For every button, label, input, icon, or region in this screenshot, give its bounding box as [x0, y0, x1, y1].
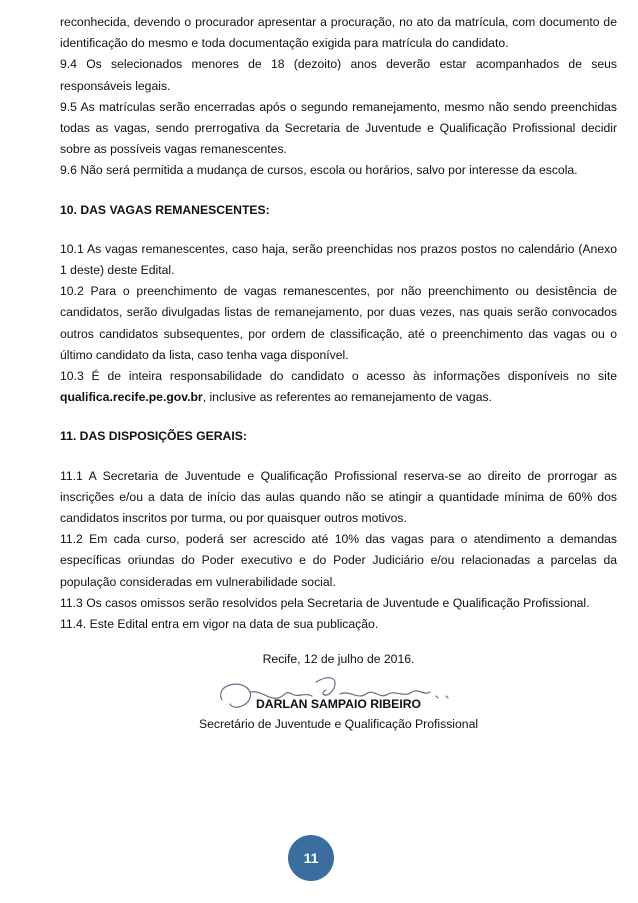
paragraph-10-3-text: 10.3 É de inteira responsabilidade do candidato o acesso às informações disponíveis no site	[60, 369, 617, 384]
paragraph-9-6: 9.6 Não será permitida a mudança de cursos, escola ou horários, salvo por interesse da escola.	[60, 163, 578, 178]
document-body	[60, 12, 617, 740]
spacer	[60, 221, 617, 239]
signatory-role: Secretário de Juventude e Qualificação Profissional	[198, 717, 479, 732]
paragraph-10-1: 10.1 As vagas remanescentes, caso haja, serão preenchidas nos prazos postos no calendário (Anexo 1 deste) deste Edital.	[60, 241, 617, 278]
paragraph-11-3: 11.3 Os casos omissos serão resolvidos pela Secretaria de Juventude e Qualificação Profissional.	[60, 595, 590, 610]
paragraph-9-5: 9.5 As matrículas serão encerradas após o segundo remanejamento, mesmo não sendo preenchidas todas as vagas, sendo prerrogativa da Secretaria de Juventude e Qualificação Profissional decidir sobre as possíveis vagas remanescentes.	[60, 99, 617, 157]
signatory-name: DARLAN SAMPAIO RIBEIRO	[256, 697, 421, 712]
paragraph-11-4: 11.4. Este Edital entra em vigor na data de sua publicação.	[60, 617, 379, 632]
signature-block	[60, 670, 617, 740]
date-line: Recife, 12 de julho de 2016.	[262, 652, 415, 667]
paragraph-11-2: 11.2 Em cada curso, poderá ser acrescido até 10% das vagas para o atendimento a demandas específicas oriundas do Poder executivo e do Poder Judiciário e/ou relacionadas a parcelas da população consideradas em vulnerabilidade social.	[60, 532, 617, 589]
spacer	[60, 448, 617, 466]
section-heading-11: 11. DAS DISPOSIÇÕES GERAIS:	[60, 429, 247, 444]
paragraph-10-3	[60, 366, 617, 408]
spacer	[60, 635, 617, 649]
page-number-badge: 11	[288, 835, 334, 881]
section-heading-10: 10. DAS VAGAS REMANESCENTES:	[60, 202, 270, 217]
paragraph-9-4: 9.4 Os selecionados menores de 18 (dezoito) anos deverão estar acompanhados de seus responsáveis legais.	[60, 57, 617, 93]
spacer	[60, 182, 617, 200]
site-link[interactable]: qualifica.recife.pe.gov.br	[60, 390, 203, 405]
paragraph-10-2: 10.2 Para o preenchimento de vagas remanescentes, por não preenchimento ou desistência de candidatos, serão divulgadas listas de remanejamento, por duas vezes, nas quais serão convocados outros candidatos subsequentes, por ordem de classificação, até o preenchimento das vagas ou o último candidato da lista, caso tenha vaga disponível.	[60, 284, 617, 362]
paragraph-10-3-tail: , inclusive as referentes ao remanejamento de vagas.	[202, 390, 492, 405]
paragraph-continuation: reconhecida, devendo o procurador apresentar a procuração, no ato da matrícula, com documento de identificação do mesmo e toda documentação exigida para matrícula do candidato.	[60, 15, 617, 51]
spacer	[60, 408, 617, 426]
paragraph-11-1: 11.1 A Secretaria de Juventude e Qualificação Profissional reserva-se ao direito de prorrogar as inscrições e/ou a data de início das aulas quando não se atingir a quantidade mínima de 60% dos candidatos inscritos por turma, ou por quaisquer outros motivos.	[60, 468, 617, 526]
